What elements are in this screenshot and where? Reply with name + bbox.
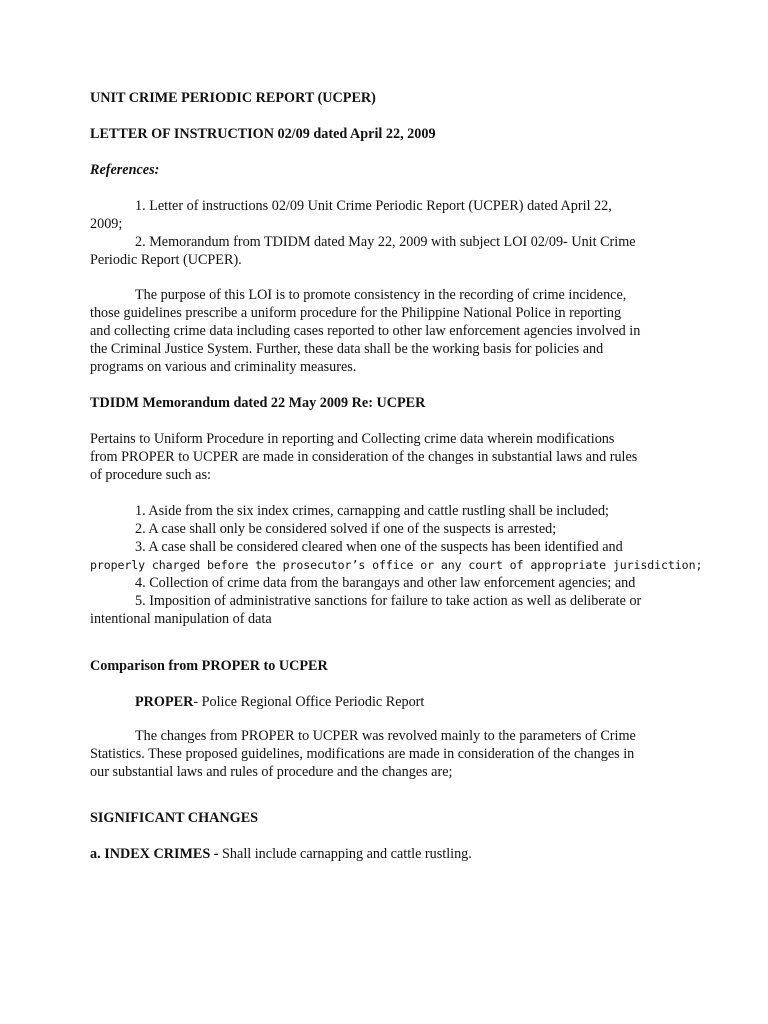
memo-paragraph bbox=[90, 430, 680, 484]
list-item: 5. Imposition of administrative sanctions for failure to take action as well as deliberate or bbox=[135, 593, 642, 609]
references-heading: References: bbox=[90, 162, 160, 178]
index-crimes-label: a. INDEX CRIMES - bbox=[90, 846, 219, 862]
purpose-paragraph bbox=[90, 286, 680, 376]
proper-definition-text: - Police Regional Office Periodic Report bbox=[193, 694, 425, 710]
index-crimes-item bbox=[90, 845, 680, 863]
list-item: 3. A case shall be considered cleared when one of the suspects has been identified and bbox=[135, 539, 623, 555]
paragraph-line: from PROPER to UCPER are made in consideration of the changes in substantial laws and rules bbox=[90, 449, 638, 465]
paragraph-line: of procedure such as: bbox=[90, 467, 211, 483]
paragraph-line: programs on various and criminality measures. bbox=[90, 359, 357, 375]
significant-changes-heading: SIGNIFICANT CHANGES bbox=[90, 810, 259, 826]
list-item: 1. Aside from the six index crimes, carnapping and cattle rustling shall be included; bbox=[135, 503, 609, 519]
document-subtitle: LETTER OF INSTRUCTION 02/09 dated April 22, 2009 bbox=[90, 126, 436, 142]
proper-definition bbox=[90, 693, 680, 711]
paragraph-line: our substantial laws and rules of procedure and the changes are; bbox=[90, 764, 453, 780]
paragraph-line: Pertains to Uniform Procedure in reporting and Collecting crime data wherein modifications bbox=[90, 431, 615, 447]
document-page bbox=[90, 89, 703, 863]
index-crimes-text: Shall include carnapping and cattle rustling. bbox=[218, 846, 472, 862]
list-item-continuation: intentional manipulation of data bbox=[90, 611, 272, 627]
memo-heading: TDIDM Memorandum dated 22 May 2009 Re: UCPER bbox=[90, 395, 426, 411]
paragraph-line: The changes from PROPER to UCPER was revolved mainly to the parameters of Crime bbox=[135, 728, 636, 744]
references-list bbox=[90, 197, 680, 269]
reference-item: 2. Memorandum from TDIDM dated May 22, 2009 with subject LOI 02/09- Unit Crime bbox=[135, 234, 636, 250]
paragraph-line: and collecting crime data including cases reported to other law enforcement agencies involved in bbox=[90, 323, 641, 339]
changes-paragraph bbox=[90, 727, 680, 781]
reference-item: 1. Letter of instructions 02/09 Unit Crime Periodic Report (UCPER) dated April 22, bbox=[135, 198, 612, 214]
paragraph-line: Statistics. These proposed guidelines, modifications are made in consideration of the changes in bbox=[90, 746, 635, 762]
paragraph-line: those guidelines prescribe a uniform procedure for the Philippine National Police in reporting bbox=[90, 305, 622, 321]
list-item: 4. Collection of crime data from the barangays and other law enforcement agencies; and bbox=[135, 575, 636, 591]
proper-term: PROPER bbox=[135, 694, 194, 710]
paragraph-line: the Criminal Justice System. Further, these data shall be the working basis for policies and bbox=[90, 341, 604, 357]
reference-item-continuation: Periodic Report (UCPER). bbox=[90, 252, 242, 268]
comparison-heading: Comparison from PROPER to UCPER bbox=[90, 658, 328, 674]
list-item: 2. A case shall only be considered solved if one of the suspects is arrested; bbox=[135, 521, 557, 537]
memo-items-list bbox=[90, 502, 703, 628]
document-title: UNIT CRIME PERIODIC REPORT (UCPER) bbox=[90, 90, 376, 106]
paragraph-line: The purpose of this LOI is to promote consistency in the recording of crime incidence, bbox=[135, 287, 627, 303]
reference-item-continuation: 2009; bbox=[90, 216, 123, 232]
list-item-continuation: properly charged before the prosecutor’s office or any court of appropriate jurisdiction; bbox=[90, 558, 703, 572]
